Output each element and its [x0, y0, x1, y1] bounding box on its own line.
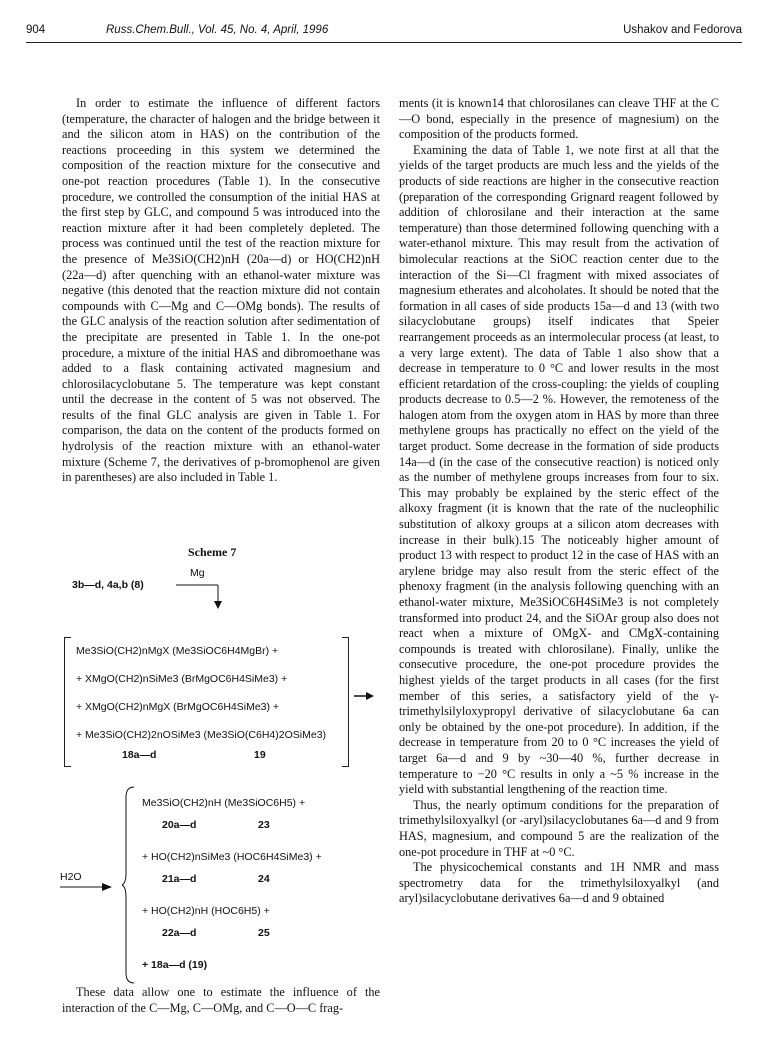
label-20: 20a—d — [162, 819, 197, 831]
compound-label-18: 18a—d — [122, 749, 157, 761]
running-header — [26, 22, 742, 43]
page-number: 904 — [26, 24, 46, 36]
h2o-label: H2O — [60, 871, 82, 883]
mg-label: Mg — [190, 567, 205, 579]
right-paragraph-4: The physicochemical constants and 1H NMR and mass spectrometry data for the trimethylsiloxyalkyl (and aryl)silacyclobutane derivatives 6a—d and 9 obtained — [399, 860, 719, 906]
journal-citation: Russ.Chem.Bull., Vol. 45, No. 4, April, 1996 — [106, 24, 329, 36]
intermediate-line-1: Me3SiO(CH2)nMgX (Me3SiOC6H4MgBr) + — [76, 645, 279, 657]
label-25: 25 — [258, 927, 270, 939]
scheme-title: Scheme 7 — [188, 545, 237, 559]
left-column — [62, 96, 380, 486]
left-bottom-paragraph: These data allow one to estimate the influence of the interaction of the C—Mg, C—OMg, and C—O—C frag- — [62, 985, 380, 1015]
label-24: 24 — [258, 873, 270, 885]
product-line-3: + HO(CH2)nH (HOC6H5) + — [142, 905, 270, 917]
reaction-arrow-h2o — [58, 881, 116, 893]
label-21: 21a—d — [162, 873, 197, 885]
product-line-1: Me3SiO(CH2)nH (Me3SiOC6H5) + — [142, 797, 306, 809]
right-paragraph-3: Thus, the nearly optimum conditions for the preparation of trimethylsiloxyalkyl (or -aryl)silacyclobutanes 6a—d and 9 from HAS, magnesium, and compound 5 are the realization of the one-pot procedure in THF at ~0 °C. — [399, 797, 719, 859]
product-line-4: + 18a—d (19) — [142, 959, 208, 971]
reaction-arrow-mg — [174, 579, 224, 611]
product-line-2: + HO(CH2)nSiMe3 (HOC6H4SiMe3) + — [142, 851, 322, 863]
left-bottom-text — [62, 985, 380, 1016]
compound-label-19: 19 — [254, 749, 266, 761]
scheme-start: 3b—d, 4a,b (8) — [72, 579, 144, 591]
authors: Ushakov and Fedorova — [623, 24, 742, 36]
intermediate-line-3: + XMgO(CH2)nMgX (BrMgOC6H4SiMe3) + — [76, 701, 280, 713]
reaction-arrow-right — [352, 689, 376, 703]
label-23: 23 — [258, 819, 270, 831]
left-paragraph: In order to estimate the influence of different factors (temperature, the character of halogen and the bridge between it and the silicon atom in HAS) on the contribution of the reactions proceeding in this system we determined the composition of the reaction mixture for the consecutive and one-pot reaction procedures (Table 1). In the consecutive procedure, we controlled the consumption of the initial HAS at the first step by GLC, and compound 5 was introduced into the reaction mixture after it had been completely depleted. The process was continued until the test of the reaction mixture for the presence of Me3SiO(CH2)nH (20a—d) or HO(CH2)nH (22a—d) after quenching with an ethanol-water mixture was negative (this denoted that the reaction mixture did not contain compounds with C—Mg and C—OMg bonds). The results of the GLC analysis of the reaction solution after sedimentation of the precipitate are presented in Table 1. In the one-pot procedure, a mixture of the initial HAS and dibromoethane was added to a flask containing activated magnesium and chlorosilacyclobutane 5. The temperature was kept constant until the decrease in the content of 5 was not observed. The results of the final GLC analysis are given in Table 1. For comparison, the data on the content of the products formed on hydrolysis of the reaction mixture with an ethanol-water mixture (Scheme 7, the derivatives of p-bromophenol are given in parentheses) are also included in Table 1. — [62, 96, 380, 485]
intermediate-line-2: + XMgO(CH2)nSiMe3 (BrMgOC6H4SiMe3) + — [76, 673, 288, 685]
scheme-7 — [62, 545, 380, 990]
right-paragraph-1: ments (it is known14 that chlorosilanes can cleave THF at the C—O bond, especially in the presence of magnesium) on the composition of the products formed. — [399, 96, 719, 142]
label-22: 22a—d — [162, 927, 197, 939]
intermediate-line-4: + Me3SiO(CH2)2nOSiMe3 (Me3SiO(C6H4)2OSiMe3) — [76, 729, 327, 741]
curly-brace — [122, 785, 136, 985]
right-paragraph-2: Examining the data of Table 1, we note first at all that the yields of the target products are much less and the yields of the products of side reactions are higher in the consecutive reaction (preparation of the corresponding Grignard reagent followed by addition of chlorosilane and their interaction at the same temperature) than those determined following quenching with a water-ethanol mixture. This may result from the activation of bimolecular reactions at the SiOC reaction center due to the interaction of the Si—Cl fragment with mixed associates of magnesium etherates and alcoholates. It should be noted that the formation in all cases of side products 15a—d and 13 (with two silacyclobutane groups) itself indicates that Speier rearrangement proceeds as an intermolecular process (at least, to a very large extent). The data of Table 1 also show that a decrease in temperature to 0 °C and lower results in the most efficient retardation of the cross-coupling: the yields of coupling products decrease to 0.5—2 %. However, the remoteness of the halogen atom from the oxygen atom in HAS by more than three methylene groups has practically no effect on the yield of the target product. Some decrease in the formation of side products 14a—d (in the case of the consecutive reaction) is noticed only as the number of methylene groups increases from four to six. This may probably be explained by the steric effect of the alkoxy fragment (it is known that the rate of the nucleophilic substitution of alkoxy groups at a silicon atom decreases with increase in their bulk).15 The noticeably higher amount of product 13 with respect to product 12 in the case of HAS with an arylene bridge may also result from the steric effect of the phenoxy fragment (in the analysis following quenching with an ethanol-water mixture, Me3SiOC6H4SiMe3 is not completely transformed into product 24, and the SiOAr group also does not react when a mixture of OMgX- and CMgX-containing compounds is treated with chlorosilane). Finally, unlike the consecutive procedure, the one-pot procedure provides the highest yields of the target products in all cases (for the first member of this series, a satisfactory yield of the γ-trimethylsilyloxypropyl derivative of silacyclobutane 6a can only be obtained by the one-pot procedure). In addition, if the decrease in temperature from 20 to 0 °C increases the yield of target 6a—d and 9 by ~30—40 %, further decrease in temperature to −20 °C results in only a ~5 % increase in the yield with substantial lengthening of the reaction time. — [399, 142, 719, 797]
right-bracket-1 — [342, 637, 349, 767]
right-column — [399, 96, 719, 907]
left-bracket-1 — [64, 637, 71, 767]
